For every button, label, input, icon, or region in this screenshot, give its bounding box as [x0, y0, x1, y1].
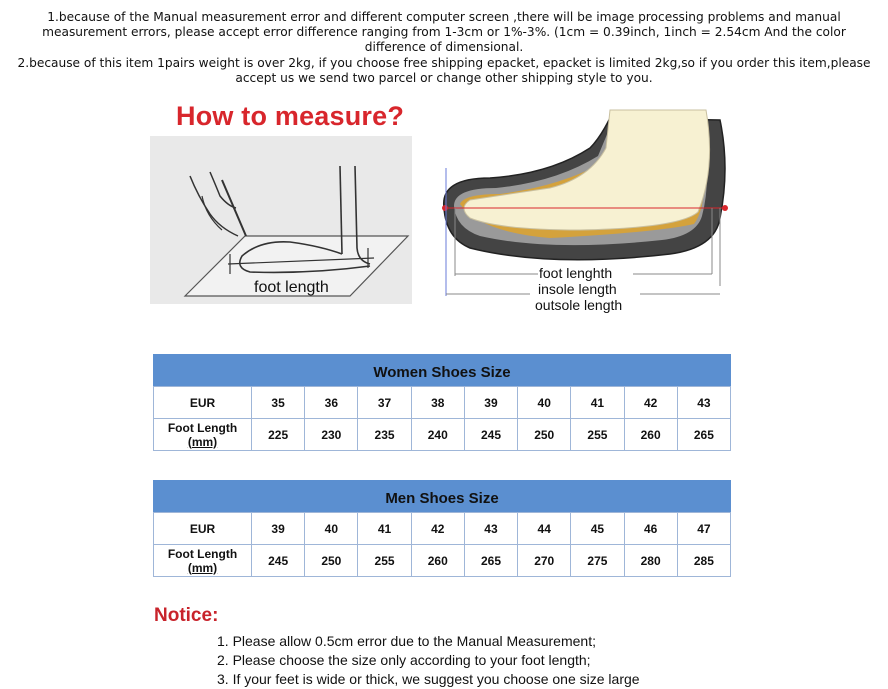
foot-mm-cell: 230 [305, 419, 358, 451]
eur-cell: 35 [252, 387, 305, 419]
table-row [154, 513, 731, 545]
eur-cell: 41 [571, 387, 624, 419]
eur-cell: 41 [358, 513, 411, 545]
foot-mm-cell: 245 [252, 545, 305, 577]
hand-measuring-foot-illustration [150, 136, 412, 304]
foot-mm-cell: 260 [624, 419, 677, 451]
eur-cell: 46 [624, 513, 677, 545]
notice-item: 3. If your feet is wide or thick, we suggest you choose one size large [217, 671, 640, 687]
eur-cell: 40 [518, 387, 571, 419]
eur-cell: 43 [677, 387, 730, 419]
foot-lenghth-label: foot lenghth [539, 265, 613, 281]
notice-title: Notice: [154, 605, 219, 626]
notice-item: 1. Please allow 0.5cm error due to the Manual Measurement; [217, 633, 596, 649]
eur-cell: 44 [518, 513, 571, 545]
eur-cell: 39 [464, 387, 517, 419]
women-size-title: Women Shoes Size [153, 354, 731, 386]
foot-mm-cell: 245 [464, 419, 517, 451]
eur-cell: 40 [305, 513, 358, 545]
foot-mm-cell: 240 [411, 419, 464, 451]
notice-item: 2. Please choose the size only according to your foot length; [217, 652, 591, 668]
foot-length-label-text: Foot Length [167, 420, 238, 435]
foot-mm-cell: 265 [464, 545, 517, 577]
eur-cell: 38 [411, 387, 464, 419]
foot-length-row-label [154, 419, 252, 451]
eur-cell: 47 [677, 513, 730, 545]
foot-mm-cell: 235 [358, 419, 411, 451]
foot-mm-cell: 225 [252, 419, 305, 451]
eur-cell: 42 [624, 387, 677, 419]
foot-length-label: foot length [254, 279, 329, 296]
table-row [154, 419, 731, 451]
eur-cell: 43 [464, 513, 517, 545]
eur-cell: 39 [252, 513, 305, 545]
women-size-chart [153, 354, 731, 451]
notice-list [217, 632, 640, 689]
eur-cell: 37 [358, 387, 411, 419]
foot-mm-cell: 275 [571, 545, 624, 577]
men-size-chart [153, 480, 731, 577]
foot-mm-cell: 255 [571, 419, 624, 451]
table-row [154, 387, 731, 419]
foot-length-label-text: Foot Length [167, 546, 238, 561]
how-to-measure-title: How to measure? [176, 101, 405, 131]
shipping-weight-note: 2.because of this item 1pairs weight is over 2kg, if you choose free shipping epacket, epacket is limited 2kg,so if you order this item,please accept us we send two parcel or change other shipping style to you. [17, 56, 871, 85]
outsole-length-label: outsole length [535, 297, 623, 313]
foot-length-unit: (mm) [187, 434, 218, 449]
foot-mm-cell: 250 [518, 419, 571, 451]
eur-cell: 42 [411, 513, 464, 545]
foot-mm-cell: 265 [677, 419, 730, 451]
foot-mm-cell: 285 [677, 545, 730, 577]
table-row [154, 545, 731, 577]
eur-cell: 45 [571, 513, 624, 545]
foot-length-unit: (mm) [187, 560, 218, 575]
insole-length-label: insole length [538, 281, 617, 297]
foot-mm-cell: 260 [411, 545, 464, 577]
shoe-cross-section-illustration [430, 108, 740, 320]
foot-mm-cell: 250 [305, 545, 358, 577]
measurement-error-note: 1.because of the Manual measurement error and different computer screen ,there will be image processing problems and manual measurement errors, please accept error difference ranging from 1-3cm or 1%-3%. (1cm = 0.39inch, 1inch = 2.54cm And the color difference of dimensional. [42, 10, 846, 54]
women-size-table [153, 386, 731, 451]
foot-mm-cell: 255 [358, 545, 411, 577]
foot-length-row-label [154, 545, 252, 577]
eur-row-label: EUR [154, 513, 252, 545]
men-size-table [153, 512, 731, 577]
men-size-title: Men Shoes Size [153, 480, 731, 512]
foot-mm-cell: 270 [518, 545, 571, 577]
eur-cell: 36 [305, 387, 358, 419]
foot-mm-cell: 280 [624, 545, 677, 577]
eur-row-label: EUR [154, 387, 252, 419]
